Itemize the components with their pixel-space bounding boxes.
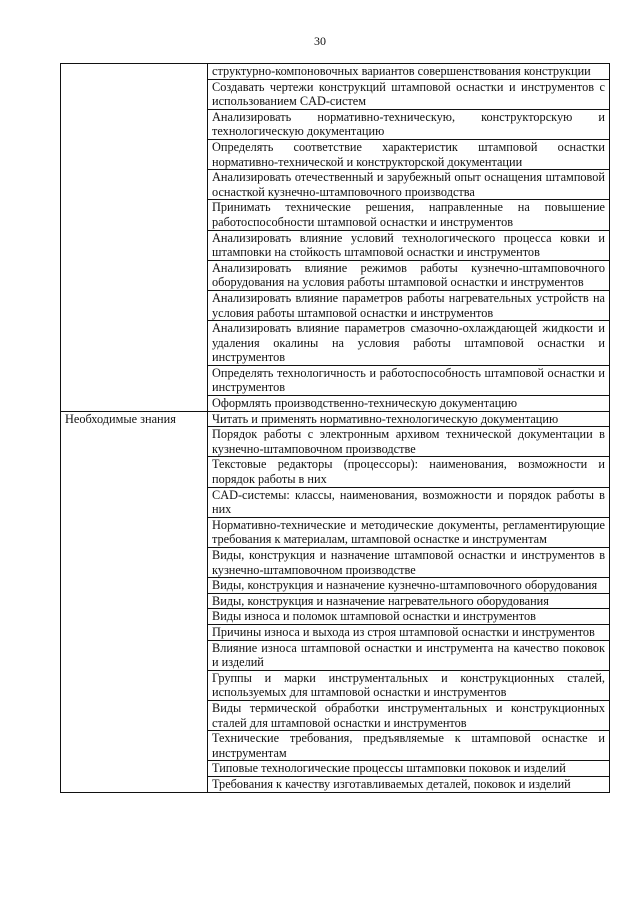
requirements-table [60,63,610,793]
table-cell-item: структурно-компоновочных вариантов совершенствования конструкции [208,64,610,80]
table-cell-item: Создавать чертежи конструкций штамповой оснастки и инструментов с использованием CAD-систем [208,79,610,109]
table-cell-item: Виды, конструкция и назначение кузнечно-штамповочного оборудования [208,578,610,594]
table-cell-item: Анализировать влияние параметров работы нагревательных устройств на условия работы штамповой оснастки и инструментов [208,290,610,320]
table-row [61,64,610,80]
table-cell-item: Виды износа и поломок штамповой оснастки и инструментов [208,609,610,625]
table-cell-item: CAD-системы: классы, наименования, возможности и порядок работы в них [208,487,610,517]
table-cell-item: Группы и марки инструментальных и конструкционных сталей, используемых для штамповой оснастки и инструментов [208,670,610,700]
table-row [61,411,610,427]
table-cell-item: Анализировать влияние параметров смазочно-охлаждающей жидкости и удаления окалины на условия работы штамповой оснастки и инструментов [208,321,610,366]
section-label: Необходимые знания [61,411,208,792]
table-cell-item: Виды термической обработки инструментальных и конструкционных сталей для штамповой оснастки и инструментов [208,700,610,730]
table-cell-item: Анализировать отечественный и зарубежный опыт оснащения штамповой оснасткой кузнечно-штамповочного производства [208,170,610,200]
table-cell-item: Влияние износа штамповой оснастки и инструмента на качество поковок и изделий [208,640,610,670]
table-cell-item: Виды, конструкция и назначение штамповой оснастки и инструментов в кузнечно-штамповочном производстве [208,548,610,578]
table-cell-item: Анализировать влияние условий технологического процесса ковки и штамповки на стойкость штамповой оснастки и инструментов [208,230,610,260]
section-label [61,64,208,412]
table-cell-item: Определять соответствие характеристик штамповой оснастки нормативно-технической и конструкторской документации [208,139,610,169]
table-cell-item: Анализировать нормативно-техническую, конструкторскую и технологическую документацию [208,109,610,139]
table-cell-item: Анализировать влияние режимов работы кузнечно-штамповочного оборудования на условия работы штамповой оснастки и инструментов [208,260,610,290]
table-cell-item: Читать и применять нормативно-технологическую документацию [208,411,610,427]
table-cell-item: Порядок работы с электронным архивом технической документации в кузнечно-штамповочном производстве [208,427,610,457]
table-cell-item: Определять технологичность и работоспособность штамповой оснастки и инструментов [208,365,610,395]
table-cell-item: Причины износа и выхода из строя штамповой оснастки и инструментов [208,624,610,640]
table-cell-item: Принимать технические решения, направленные на повышение работоспособности штамповой оснастки и инструментов [208,200,610,230]
table-cell-item: Нормативно-технические и методические документы, регламентирующие требования к материалам, штамповой оснастке и инструментам [208,517,610,547]
table-cell-item: Оформлять производственно-техническую документацию [208,396,610,412]
page-number: 30 [314,34,326,48]
table-cell-item: Текстовые редакторы (процессоры): наименования, возможности и порядок работы в них [208,457,610,487]
table-cell-item: Виды, конструкция и назначение нагревательного оборудования [208,593,610,609]
table-cell-item: Технические требования, предъявляемые к штамповой оснастке и инструментам [208,731,610,761]
table-cell-item: Требования к качеству изготавливаемых деталей, поковок и изделий [208,776,610,792]
table-cell-item: Типовые технологические процессы штамповки поковок и изделий [208,761,610,777]
